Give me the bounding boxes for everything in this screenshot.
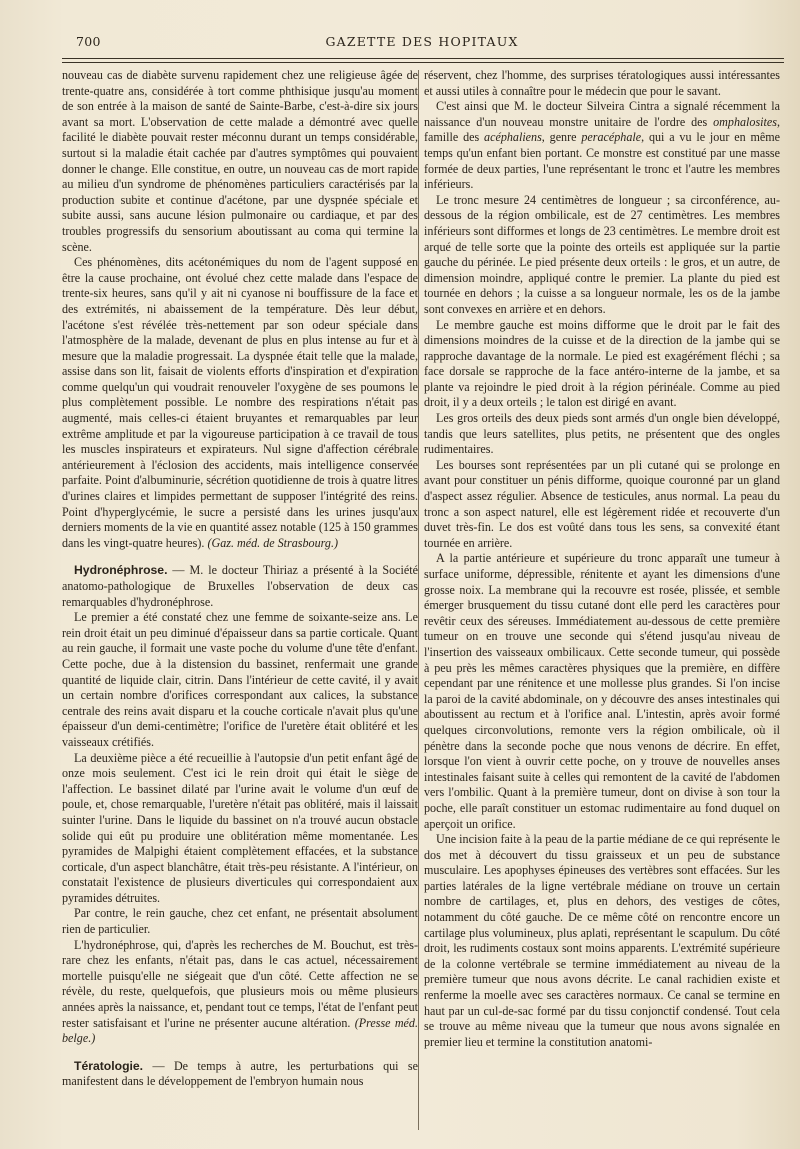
paragraph-text: , genre xyxy=(541,130,582,145)
paragraph-text: Ces phénomènes, dits acétonémiques du nom de l'agent supposé en être la cause prochaine, ont évolué chez cette malade dans l'espace de trente-six heures, sans qu'il y ait ni cyanose ni bouffissure de la face et des extrémités, ni abaissement de la température. Dès leur début, l'acétone s'est révélée très-nettement par son odeur spéciale dans l'atmosphère de la malade, devenant de plus en plus intense au fur et à mesure que la maladie progressait. La dyspnée était telle que la malade, assise dans son lit, faisait de violents efforts d'inspiration et d'expiration comme quelqu'un qui voudrait renouveler l'oxygène de ses poumons le plus complètement possible. Le nombre des respirations n'était pas augmenté, mais celles-ci étaient bruyantes et remarquables par leur extrême amplitude et par la vigoureuse participation à ce travail de tous les muscles inspirateurs et expirateurs. Nul signe d'affection cérébrale antérieurement à l'éclosion des accidents, mais intelligence conservée parfaite. Point d'albuminurie, sécrétion quotidienne de trois à quatre litres d'urines claires et limpides permettant de supposer l'intégrité des reins. Point d'hyperglycémie, le sucre a persisté dans les urines jusqu'aux derniers moments de la vie en quantité assez notable (125 à 150 grammes dans les vingt-quatre heures). xyxy=(62,255,418,550)
paragraph: nouveau cas de diabète survenu rapidement chez une religieuse âgée de trente-quatre ans, considérée à tort comme phthisique jusqu'au moment de son entrée à la maison de santé de Sainte-Barbe, c'est-à-dire six jours avant sa mort. L'observation de cette malade a démontré avec quelle facilité le diabète pouvait rester méconnu durant un temps considérable, surtout si la maladie était cachée par d'autres symptômes qui pouvaient donner le change. Elle constitue, en outre, un nouveau cas de mort rapide au milieu d'un syndrome de phénomènes particuliers caractérisés par la production subite et continue d'acétone, par une dyspnée spéciale et subite aussi, sans aucune lésion pulmonaire ou cardiaque, et par des troubles progressifs du sensorium aboutissant au coma qui termine la scène. xyxy=(62,68,418,254)
paragraph: Par contre, le rein gauche, chez cet enfant, ne présentait absolument rien de particulier. xyxy=(62,906,418,937)
section-title: Tératologie. xyxy=(74,1058,144,1073)
paragraph: La deuxième pièce a été recueillie à l'autopsie d'un petit enfant âgé de onze mois seulement. C'est ici le rein droit qui était le siège de l'affection. Le bassinet dilaté par l'urine avait le volume d'un œuf de poule, et, chose remarquable, l'uretère n'était pas oblitéré, mais il laissait suinter l'urine. Dans le liquide du bassinet on n'a trouvé aucun obstacle solide qui eût pu produire une oblitération même momentanée. Les pyramides de Malpighi étaient complètement effacées, et la substance corticale, d'un aspect blanchâtre, était très-peu résistante. A l'intérieur, on constatait l'existence de plusieurs diverticules qui correspondaient aux pyramides détruites. xyxy=(62,750,418,905)
journal-title: GAZETTE DES HOPITAUX xyxy=(325,34,519,49)
page-number: 700 xyxy=(76,34,101,49)
paragraph xyxy=(424,99,780,193)
paragraph-text: C'est ainsi que M. le docteur Silveira Cintra a signalé récemment la naissance d'un nouveau monstre unitaire de l'ordre des xyxy=(424,99,780,129)
paragraph: Le membre gauche est moins difforme que le droit par le fait des dimensions moindres de la cuisse et de la direction de la jambe qui se rapproche davantage de la normale. Le pied est exagérément fléchi ; sa face dorsale se rapproche de la face antéro-interne de la jambe, et sa plante va rejoindre le pied droit à la région périnéale. Comme au pied droit, il y a deux orteils ; le talon est dirigé en avant. xyxy=(424,317,780,410)
column-divider xyxy=(418,70,419,1130)
paragraph xyxy=(62,938,418,1047)
paragraph xyxy=(62,255,418,551)
italic-term: peracéphale xyxy=(581,130,642,145)
paragraph-text: — De temps à autre, les perturbations qui se manifestent dans le développement de l'embryon humain nous xyxy=(62,1058,418,1089)
paragraph xyxy=(62,1059,418,1090)
paragraph: Le tronc mesure 24 centimètres de longueur ; sa circonférence, au-dessous de la région ombilicale, est de 27 centimètres. Les membres inférieurs sont difformes et longs de 23 centimètres. Le membre droit est arqué de telle sorte que la pointe des orteils est appliquée sur la partie gauche du périnée. Le pied présente deux orteils : le gros, et un autre, de dimension moindre, appliqué contre le premier. La plante du pied est tournée en dehors ; la cuisse a sa longueur normale, les os de la jambe sont convexes en arrière et en dehors. xyxy=(424,192,780,316)
paragraph: Les bourses sont représentées par un pli cutané qui se prolonge en avant pour constituer un pénis difforme, quoique couronné par un gland d'aspect assez régulier. Absence de testicules, anus normal. La peau du tronc a son aspect naturel, elle est légèrement ridée et recouverte d'un duvet très-fin. Le dos est voûté dans tous les sens, sa convexité étant tournée en arrière. xyxy=(424,457,780,550)
section-title: Hydronéphrose. xyxy=(74,563,168,578)
paragraph-text: , famille des xyxy=(424,114,780,145)
header-rule-top xyxy=(62,58,784,59)
paragraph: Une incision faite à la peau de la partie médiane de ce qui représente le dos met à découvert du tissu graisseux et un peu de substance musculaire. Les apophyses épineuses des vertèbres sont effacées. Sur les parties latérales de la ligne vertébrale médiane on trouve un certain nombre de cartilages, et, plus en dehors, des vestiges de côtes, notamment du côté gauche. De ce même côté on rencontre encore un cartilage plus volumineux, plus aplati, représentant le scapulum. Du côté droit, les rudiments costaux sont moins apparents. L'extrémité supérieure de la colonne vertébrale se termine immédiatement au niveau de la première tumeur que nous avons décrite. Le canal rachidien existe et renferme la moelle avec ses caractères normaux. Ce canal se termine en haut par un cul-de-sac formé par du tissu conjonctif condensé. Tout cela se trouve au même niveau que la tumeur que nous avons signalée en premier lieu et termine la constitution anatomi- xyxy=(424,832,780,1049)
paragraph-text: L'hydronéphrose, qui, d'après les recherches de M. Bouchut, est très-rare chez les enfants, n'était pas, dans le cas actuel, nécessairement mortelle puisqu'elle ne siégeait que d'un côté. Cette affection ne se révèle, du reste, quelquefois, que plusieurs mois ou même plusieurs années après la naissance, et, pendant tout ce temps, l'état de l'enfant peut rester satisfaisant et l'urine ne présenter aucune altération. xyxy=(62,937,418,1030)
source-citation: (Gaz. méd. de Strasbourg.) xyxy=(207,535,338,550)
header-rule-bottom xyxy=(62,62,784,63)
source-citation: (Presse méd. belge.) xyxy=(62,1015,418,1046)
paragraph-text: , qui a vu le jour en même temps qu'un enfant bien portant. Ce monstre est constitué par une masse formée de deux parties, l'une représentant le tronc et l'autre les membres inférieurs. xyxy=(424,130,780,192)
right-column xyxy=(424,68,780,1050)
left-column xyxy=(62,68,418,1090)
italic-term: omphalosites xyxy=(713,114,777,129)
section-hydronephrose xyxy=(62,563,418,1046)
paragraph xyxy=(62,563,418,610)
paragraph-text: — M. le docteur Thiriaz a présenté à la Société anatomo-pathologique de Bruxelles l'observation de deux cas remarquables d'hydronéphrose. xyxy=(62,563,418,609)
page-header xyxy=(62,34,782,56)
paragraph: Le premier a été constaté chez une femme de soixante-seize ans. Le rein droit était un peu diminué d'épaisseur dans sa partie corticale. Quant au rein gauche, il formait une vaste poche du volume d'une tête d'enfant. Cette poche, due à la distension du bassinet, renfermait une grande quantité de liquide clair, citrin. Dans l'intérieur de cette cavité, il y avait un certain nombre d'orifices correspondant aux calices, la substance centrale des reins avait disparu et la couche corticale n'avait plus qu'une épaisseur d'un demi-centimètre; l'orifice de l'uretère était oblitéré et les vaisseaux crétifiés. xyxy=(62,610,418,749)
paragraph: Les gros orteils des deux pieds sont armés d'un ongle bien développé, tandis que leurs satellites, plus petits, ne présentent que des ongles rudimentaires. xyxy=(424,411,780,457)
paragraph: réservent, chez l'homme, des surprises tératologiques aussi intéressantes et aussi utiles à connaître pour le médecin que pour le savant. xyxy=(424,68,780,98)
italic-term: acéphaliens xyxy=(484,130,542,145)
section-teratologie xyxy=(62,1059,418,1090)
paragraph: A la partie antérieure et supérieure du tronc apparaît une tumeur à surface uniforme, dépressible, rénitente et ayant les dimensions d'une grosse noix. La membrane qui la recouvre est rosée, plissée, et semble émerger brusquement du tissu cutané dont elle perd les caractères pour revêtir ceux des séreuses. Immédiatement au-dessous de cette première tumeur on en trouve une seconde qui s'étend jusqu'au niveau de l'insertion des vaisseaux ombilicaux. Cette seconde tumeur, qui possède à peu près les mêmes caractères physiques que la première, en diffère cependant par une rénitence et une mollesse plus grandes. Si l'on incise la paroi de la cavité abdominale, on y découvre des anses intestinales qui aboutissent au rectum et à l'orifice anal. L'intestin, après avoir formé quelques circonvolutions, remonte vers la région ombilicale, où il pénètre dans la seconde poche que nous venons de décrire. En effet, lorsque l'on vient à ouvrir cette poche, on y trouve de nouvelles anses intestinales faisant suite à celles qui remontent de la cavité de l'abdomen vers l'ombilic. Quant à la première tumeur, dont on divise à son tour la poche, elle paraît constituer un estomac rudimentaire au fond duquel on aperçoit un orifice. xyxy=(424,551,780,831)
